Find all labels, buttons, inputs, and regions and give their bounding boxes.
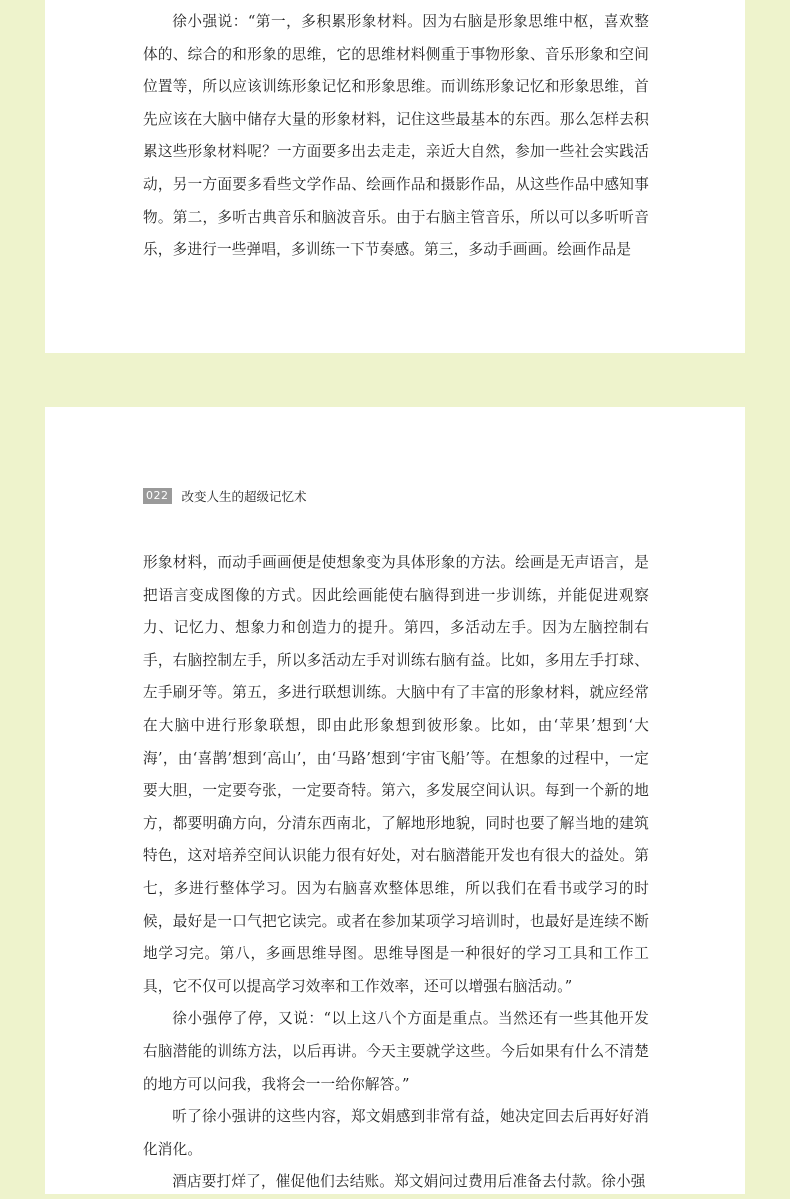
body-paragraph: 酒店要打烊了，催促他们去结账。郑文娟问过费用后准备去付款。徐小强 [172, 1173, 646, 1191]
body-paragraph: 听了徐小强讲的这些内容，郑文娟感到非常有益，她决定回去后再好好消化消化。 [143, 1108, 649, 1158]
page-body-text [143, 6, 649, 267]
body-paragraph: 徐小强说：“第一，多积累形象材料。因为右脑是形象思维中枢，喜欢整体的、综合的和形象的思维，它的思维材料侧重于事物形象、音乐形象和空间位置等，所以应该训练形象记忆和形象思维。而训练形象记忆和形象思维，首先应该在大脑中储存大量的形象材料，记住这些最基本的东西。那么怎样去积累这些形象材料呢？一方面要多出去走走，亲近大自然，参加一些社会实践活动，另一方面要多看些文学作品、绘画作品和摄影作品，从这些作品中感知事物。第二，多听古典音乐和脑波音乐。由于右脑主管音乐，所以可以多听听音乐，多进行一些弹唱，多训练一下节奏感。第三，多动手画画。绘画作品是 [143, 13, 649, 259]
book-page-top [45, 0, 745, 353]
book-page-bottom [45, 407, 745, 1194]
running-title: 改变人生的超级记忆术 [181, 489, 307, 504]
body-paragraph: 形象材料，而动手画画便是使想象变为具体形象的方法。绘画是无声语言，是把语言变成图像的方式。因此绘画能使右脑得到进一步训练，并能促进观察力、记忆力、想象力和创造力的提升。第四，多活动左手。因为左脑控制右手，右脑控制左手，所以多活动左手对训练右脑有益。比如，多用左手打球、左手刷牙等。第五，多进行联想训练。大脑中有了丰富的形象材料，就应经常在大脑中进行形象联想，即由此形象想到彼形象。比如，由‘苹果’想到‘大海’，由‘喜鹊’想到‘高山’，由‘马路’想到‘宇宙飞船’等。在想象的过程中，一定要大胆，一定要夸张，一定要奇特。第六，多发展空间认识。每到一个新的地方，都要明确方向，分清东西南北，了解地形地貌，同时也要了解当地的建筑特色，这对培养空间认识能力很有好处，对右脑潜能开发也有很大的益处。第七，多进行整体学习。因为右脑喜欢整体思维，所以我们在看书或学习的时候，最好是一口气把它读完。或者在参加某项学习培训时，也最好是连续不断地学习完。第八，多画思维导图。思维导图是一种很好的学习工具和工作工具，它不仅可以提高学习效率和工作效率，还可以增强右脑活动。” [143, 554, 649, 995]
page-body-text [143, 547, 649, 1199]
running-header [143, 487, 307, 505]
page-number: 022 [143, 488, 172, 504]
body-paragraph: 徐小强停了停，又说：“以上这八个方面是重点。当然还有一些其他开发右脑潜能的训练方法，以后再讲。今天主要就学这些。今后如果有什么不清楚的地方可以问我，我将会一一给你解答。” [143, 1010, 649, 1093]
